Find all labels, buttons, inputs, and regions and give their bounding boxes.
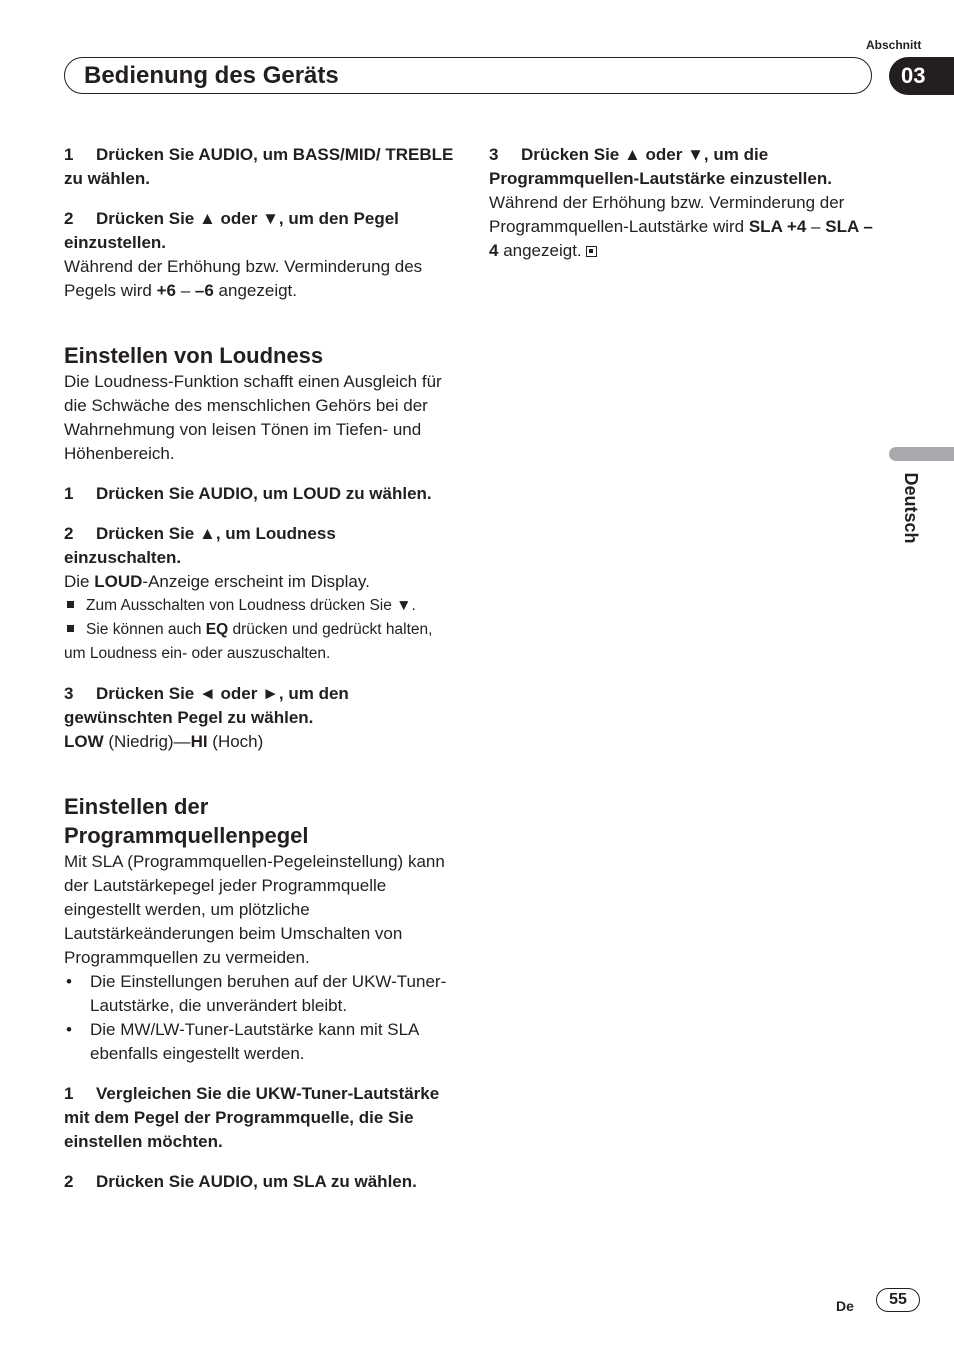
sla-bullet-2: • Die MW/LW-Tuner-Lautstärke kann mit SLA ebenfalls eingestellt werden. (64, 1018, 454, 1066)
step-2-body: Während der Erhöhung bzw. Verminderung des Pegels wird +6 – –6 angezeigt. (64, 257, 423, 300)
loudness-step-3-body: LOW (Niedrig)—HI (Hoch) (64, 732, 264, 751)
loudness-step-1: 1 Drücken Sie AUDIO, um LOUD zu wählen. (64, 484, 432, 503)
page-title: Bedienung des Geräts (84, 62, 339, 89)
sla-step-2: 2 Drücken Sie AUDIO, um SLA zu wählen. (64, 1172, 417, 1191)
sla-bullet-1: • Die Einstellungen beruhen auf der UKW-Tuner-Lautstärke, die unverändert bleibt. (64, 970, 454, 1018)
step-1-bass: 1 Drücken Sie AUDIO, um BASS/MID/ TREBLE zu wählen. (64, 145, 454, 188)
square-bullet-icon (67, 601, 74, 608)
loudness-step-2-body: Die LOUD-Anzeige erscheint im Display. (64, 572, 370, 591)
sla-step-3-body: Während der Erhöhung bzw. Verminderung der Programmquellen-Lautstärke wird SLA +4 – SLA –4 angezeigt. (489, 193, 873, 260)
sla-intro: Mit SLA (Programmquellen-Pegeleinstellung) kann der Lautstärkepegel jeder Programmquelle eingestellt werden, um plötzliche Lautstärkeänderungen beim Umschalten von Programmquellen zu vermeiden. (64, 852, 445, 967)
chapter-badge: 03 (889, 57, 954, 95)
loudness-step-3: 3 Drücken Sie ◄ oder ►, um den gewünschten Pegel zu wählen. (64, 684, 349, 727)
loudness-step-2: 2 Drücken Sie ▲, um Loudness einzuschalten. (64, 524, 336, 567)
end-of-section-icon (586, 246, 597, 257)
left-column (64, 143, 454, 1194)
note-2: Sie können auch EQ drücken und gedrückt halten, um Loudness ein- oder auszuschalten. (64, 621, 433, 662)
heading-loudness: Einstellen von Loudness (64, 343, 324, 368)
square-bullet-icon (67, 625, 74, 632)
right-column (489, 143, 881, 263)
heading-source-level: Einstellen der Programmquellenpegel (64, 794, 309, 848)
footer-language: De (836, 1298, 854, 1314)
section-label: Abschnitt (866, 38, 922, 52)
sla-step-3: 3 Drücken Sie ▲ oder ▼, um die Programmquellen-Lautstärke einzustellen. (489, 145, 832, 188)
sla-step-1: 1 Vergleichen Sie die UKW-Tuner-Lautstärke mit dem Pegel der Programmquelle, die Sie einstellen möchten. (64, 1084, 440, 1151)
loudness-intro: Die Loudness-Funktion schafft einen Ausgleich für die Schwäche des menschlichen Gehörs bei der Wahrnehmung von leisen Tönen im Tiefen- und Höhenbereich. (64, 372, 442, 463)
language-tab-label: Deutsch (901, 472, 921, 544)
note-1: Zum Ausschalten von Loudness drücken Sie ▼. (64, 594, 454, 618)
step-2-level: 2 Drücken Sie ▲ oder ▼, um den Pegel einzustellen. (64, 209, 399, 252)
page-number: 55 (876, 1288, 920, 1312)
